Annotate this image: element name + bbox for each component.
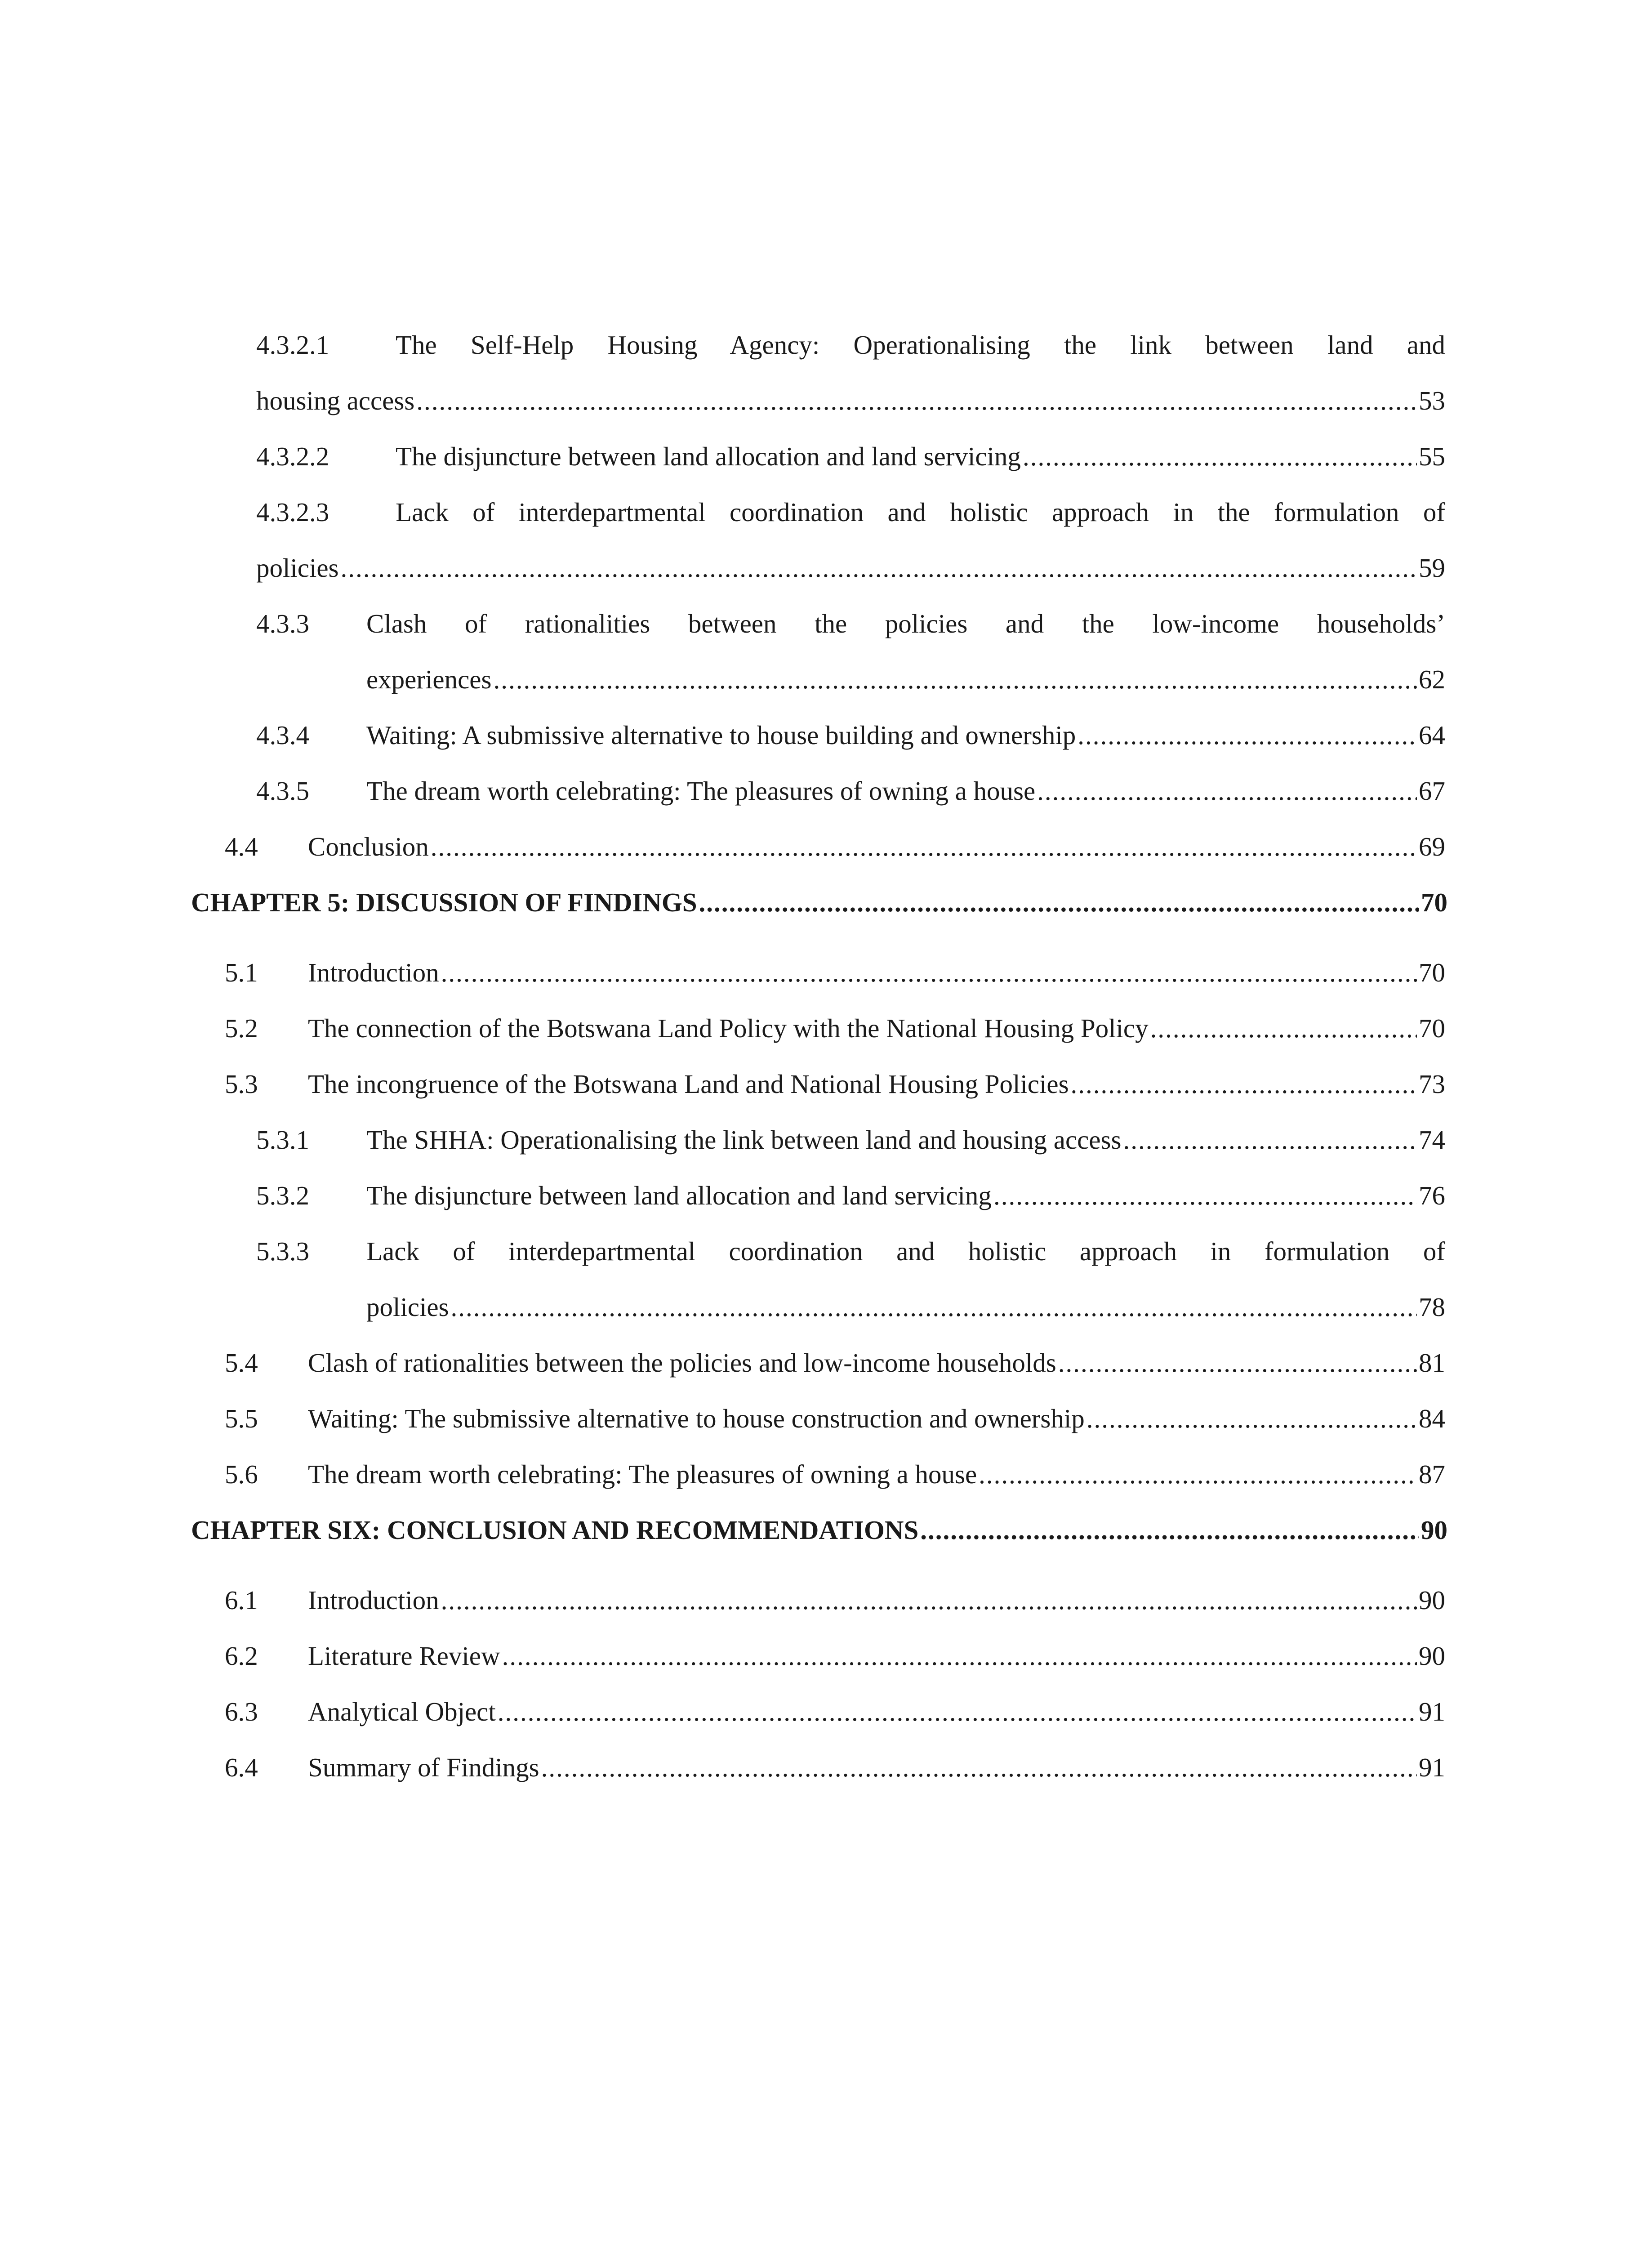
toc-title: policies xyxy=(256,553,339,583)
toc-number: 4.4 xyxy=(225,832,258,861)
toc-page-number: 91 xyxy=(1419,1697,1445,1726)
toc-page-number: 70 xyxy=(1419,1013,1445,1043)
dot-leader xyxy=(441,1587,1417,1614)
toc-entry-5-3-3-line2[interactable] xyxy=(366,1294,1445,1320)
toc-entry-5-3-1[interactable] xyxy=(256,1127,1445,1153)
toc-entry-5-3-2[interactable] xyxy=(256,1182,1445,1209)
toc-title: experiences xyxy=(366,665,492,694)
toc-title: Introduction xyxy=(308,1585,439,1615)
toc-title: Introduction xyxy=(308,958,439,987)
toc-title: Analytical Object xyxy=(308,1697,496,1726)
toc-entry-5-5[interactable] xyxy=(225,1405,1445,1432)
toc-title: Conclusion xyxy=(308,832,429,861)
dot-leader xyxy=(699,889,1419,916)
dot-leader xyxy=(341,555,1417,581)
toc-number: 4.3.2.1 xyxy=(256,330,330,360)
toc-number: 4.3.4 xyxy=(256,720,309,750)
toc-title: Waiting: The submissive alternative to house construction and ownership xyxy=(308,1404,1085,1433)
toc-entry-6-4[interactable] xyxy=(225,1754,1445,1781)
toc-number: 4.3.2.3 xyxy=(256,497,330,527)
toc-number: 4.3.3 xyxy=(256,609,309,638)
toc-entry-4-3-2-3-line1[interactable] xyxy=(256,499,1445,526)
toc-chapter-5[interactable] xyxy=(191,889,1447,916)
toc-title: housing access xyxy=(256,386,415,415)
toc-entry-5-3-3-line1[interactable] xyxy=(256,1238,1445,1265)
toc-number: 6.3 xyxy=(225,1697,258,1726)
toc-entry-6-2[interactable] xyxy=(225,1643,1445,1669)
toc-page-number: 74 xyxy=(1419,1125,1445,1155)
dot-leader xyxy=(1123,1127,1417,1153)
toc-page-number: 70 xyxy=(1419,958,1445,987)
toc-title: Literature Review xyxy=(308,1641,500,1671)
toc-page-number: 84 xyxy=(1419,1404,1445,1433)
toc-entry-4-4[interactable] xyxy=(225,834,1445,860)
toc-title: Lack of interdepartmental coordination and holistic approach in the formulation of xyxy=(396,497,1445,527)
toc-title: Lack of interdepartmental coordination and holistic approach in formulation of xyxy=(366,1236,1445,1266)
toc-entry-4-3-2-1-line1[interactable] xyxy=(256,332,1445,358)
toc-number: 6.2 xyxy=(225,1641,258,1671)
toc-page-number: 73 xyxy=(1419,1069,1445,1099)
toc-entry-4-3-5[interactable] xyxy=(256,778,1445,804)
toc-page-number: 81 xyxy=(1419,1348,1445,1378)
toc-title: The dream worth celebrating: The pleasures of owning a house xyxy=(366,776,1036,806)
toc-number: 5.5 xyxy=(225,1404,258,1433)
toc-entry-4-3-2-3-line2[interactable] xyxy=(256,555,1445,581)
dot-leader xyxy=(1071,1071,1417,1097)
toc-entry-4-3-2-1-line2[interactable] xyxy=(256,388,1445,414)
toc-page-number: 59 xyxy=(1419,553,1445,583)
toc-entry-4-3-3-line2[interactable] xyxy=(366,666,1445,693)
dot-leader xyxy=(451,1294,1417,1320)
toc-page-number: 69 xyxy=(1419,832,1445,861)
toc-page-number: 90 xyxy=(1421,1515,1447,1545)
toc-title: The SHHA: Operationalising the link between land and housing access xyxy=(366,1125,1122,1155)
toc-chapter-title: CHAPTER SIX: CONCLUSION AND RECOMMENDATIONS xyxy=(191,1515,919,1545)
dot-leader xyxy=(1086,1405,1417,1432)
toc-number: 5.2 xyxy=(225,1013,258,1043)
toc-title: The Self-Help Housing Agency: Operationalising the link between land and xyxy=(396,330,1445,360)
toc-title: Waiting: A submissive alternative to house building and ownership xyxy=(366,720,1076,750)
toc-page-number: 53 xyxy=(1419,386,1445,415)
toc-number: 5.1 xyxy=(225,958,258,987)
toc-page-number: 67 xyxy=(1419,776,1445,806)
toc-entry-5-2[interactable] xyxy=(225,1015,1445,1042)
toc-title: The dream worth celebrating: The pleasures of owning a house xyxy=(308,1459,977,1489)
toc-page-number: 90 xyxy=(1419,1641,1445,1671)
toc-chapter-6[interactable] xyxy=(191,1517,1447,1543)
toc-title: The connection of the Botswana Land Policy with the National Housing Policy xyxy=(308,1013,1149,1043)
toc-page-number: 90 xyxy=(1419,1585,1445,1615)
toc-title: Clash of rationalities between the policies and low-income households xyxy=(308,1348,1056,1378)
toc-entry-4-3-2-2[interactable] xyxy=(256,443,1445,470)
toc-page-number: 70 xyxy=(1421,888,1447,917)
toc-entry-5-6[interactable] xyxy=(225,1461,1445,1488)
toc-page-number: 55 xyxy=(1419,442,1445,471)
dot-leader xyxy=(431,834,1417,860)
dot-leader xyxy=(493,666,1417,693)
toc-entry-6-1[interactable] xyxy=(225,1587,1445,1614)
toc-title: The incongruence of the Botswana Land and National Housing Policies xyxy=(308,1069,1069,1099)
toc-entry-4-3-4[interactable] xyxy=(256,722,1445,749)
toc-number: 6.1 xyxy=(225,1585,258,1615)
toc-number: 4.3.5 xyxy=(256,776,309,806)
toc-number: 5.3 xyxy=(225,1069,258,1099)
toc-number: 5.3.3 xyxy=(256,1236,309,1266)
toc-number: 4.3.2.2 xyxy=(256,442,330,471)
toc-entry-5-1[interactable] xyxy=(225,959,1445,986)
toc-entry-4-3-3-line1[interactable] xyxy=(256,611,1445,637)
toc-number: 5.4 xyxy=(225,1348,258,1378)
toc-title: The disjuncture between land allocation and land servicing xyxy=(396,442,1021,471)
dot-leader xyxy=(502,1643,1417,1669)
toc-title: Clash of rationalities between the policies and the low-income households’ xyxy=(366,609,1445,638)
dot-leader xyxy=(920,1517,1419,1543)
dot-leader xyxy=(498,1699,1417,1725)
toc-number: 5.3.1 xyxy=(256,1125,309,1155)
dot-leader xyxy=(1037,778,1417,804)
dot-leader xyxy=(441,959,1417,986)
toc-page-number: 64 xyxy=(1419,720,1445,750)
toc-chapter-title: CHAPTER 5: DISCUSSION OF FINDINGS xyxy=(191,888,697,917)
dot-leader xyxy=(541,1754,1417,1781)
toc-page-number: 78 xyxy=(1419,1292,1445,1322)
dot-leader xyxy=(979,1461,1417,1488)
dot-leader xyxy=(416,388,1417,414)
toc-title: policies xyxy=(366,1292,449,1322)
toc-page-number: 76 xyxy=(1419,1181,1445,1210)
toc-number: 6.4 xyxy=(225,1753,258,1782)
toc-page-number: 87 xyxy=(1419,1459,1445,1489)
toc-title: The disjuncture between land allocation and land servicing xyxy=(366,1181,992,1210)
toc-number: 5.6 xyxy=(225,1459,258,1489)
dot-leader xyxy=(1058,1350,1417,1376)
toc-page-number: 91 xyxy=(1419,1753,1445,1782)
toc-entry-5-3[interactable] xyxy=(225,1071,1445,1097)
toc-title: Summary of Findings xyxy=(308,1753,539,1782)
toc-number: 5.3.2 xyxy=(256,1181,309,1210)
toc-entry-6-3[interactable] xyxy=(225,1699,1445,1725)
toc-entry-5-4[interactable] xyxy=(225,1350,1445,1376)
dot-leader xyxy=(1150,1015,1417,1042)
dot-leader xyxy=(1023,443,1417,470)
dot-leader xyxy=(993,1182,1417,1209)
dot-leader xyxy=(1078,722,1417,749)
toc-page-number: 62 xyxy=(1419,665,1445,694)
